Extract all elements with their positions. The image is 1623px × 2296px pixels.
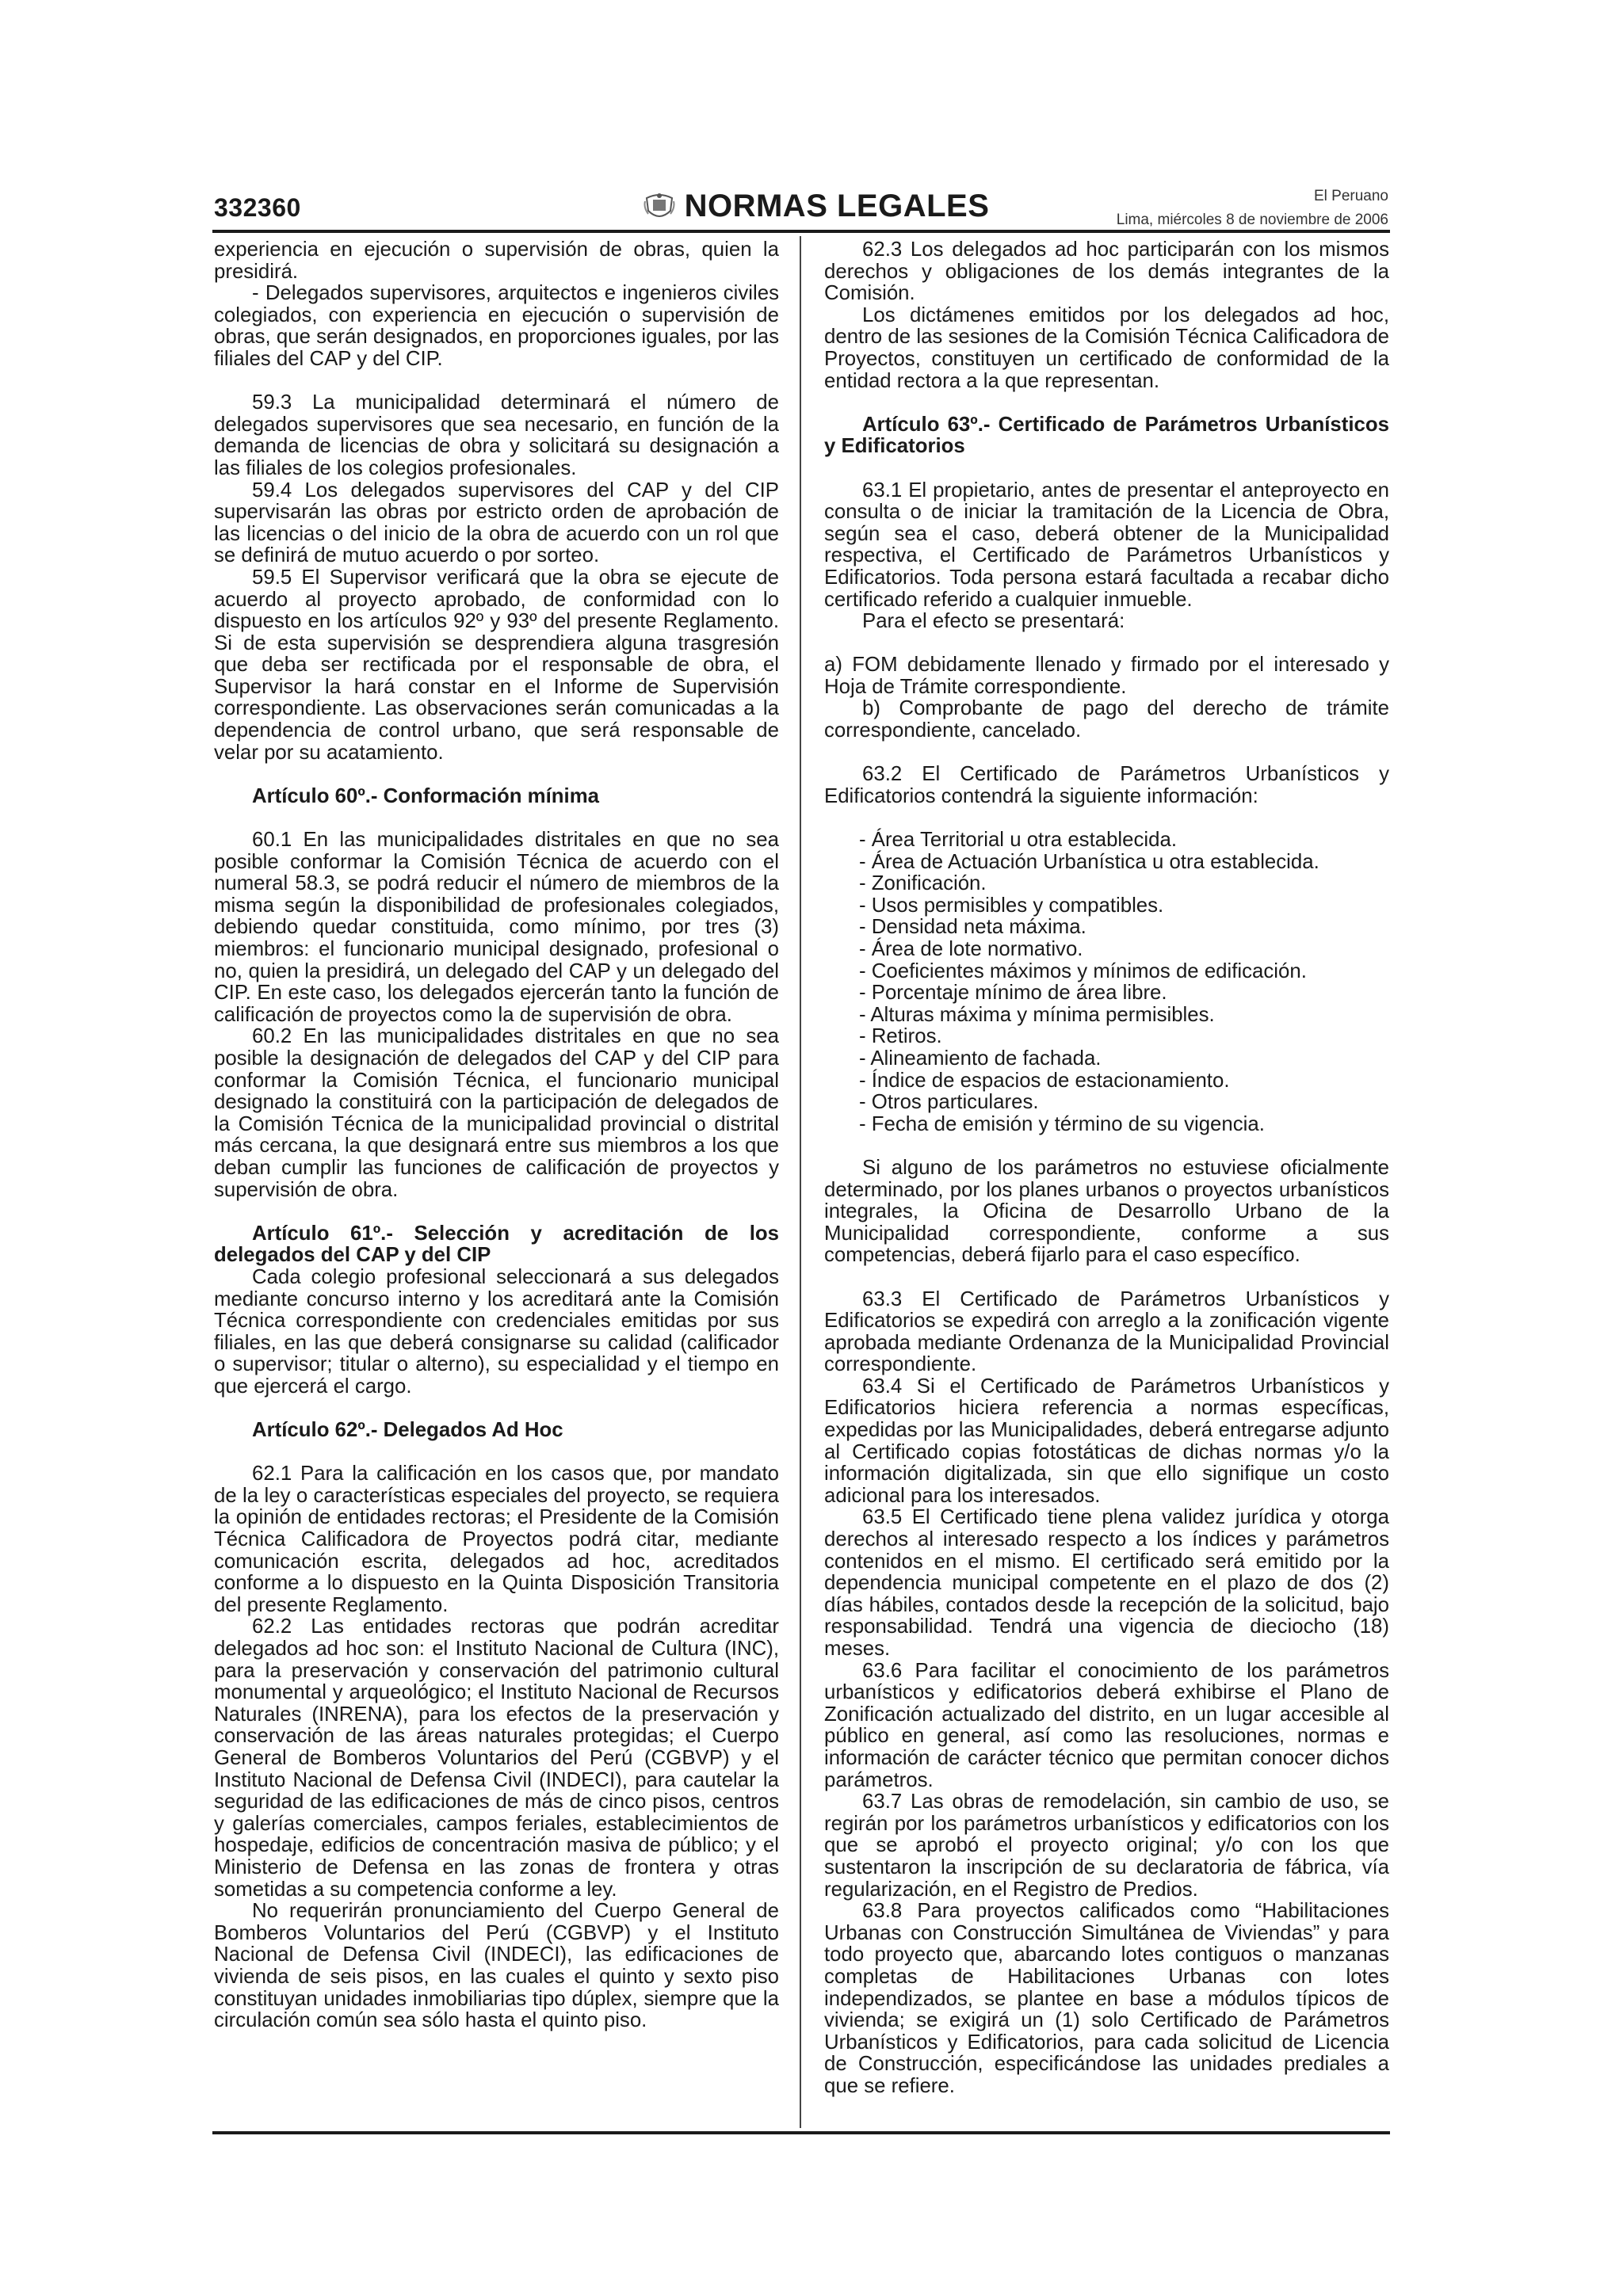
column-divider [800,236,801,2128]
list-item: - Zonificación. [859,872,987,895]
paragraph: Si alguno de los parámetros no estuviese oficialmente determinado, por los planes urbanos o proyectos urbanísticos integrales, la Oficina de Desarrollo Urbano de la Municipalidad correspondiente, conforme a sus competencias, deberá fijarlo para el caso específico. [824,1156,1389,1267]
header-info [1117,185,1388,232]
publication-name: El Peruano [1313,188,1388,204]
list-item: - Alturas máxima y mínima permisibles. [859,1003,1215,1026]
paragraph: a) FOM debidamente llenado y firmado por el interesado y Hoja de Trámite correspondiente. [824,654,1389,698]
paragraph: Los dictámenes emitidos por los delegados ad hoc, dentro de las sesiones de la Comisión Técnica Calificadora de Proyectos, constituyen un certificado de conformidad de la entidad rectora a la que representan. [824,303,1389,392]
paragraph: 63.3 El Certificado de Parámetros Urbanísticos y Edificatorios se expedirá con arreglo a la zonificación vigente aprobada mediante Ordenanza de la Municipalidad Provincial correspondiente. [824,1287,1389,1376]
list-item: - Porcentaje mínimo de área libre. [859,982,1167,1005]
article-heading: Artículo 63º.- Certificado de Parámetros Urbanísticos y Edificatorios [824,413,1389,458]
article-heading: Artículo 60º.- Conformación mínima [252,784,599,807]
paragraph: 63.2 El Certificado de Parámetros Urbanísticos y Edificatorios contendrá la siguiente información: [824,763,1389,807]
footer-rule [212,2131,1390,2134]
article-heading: Artículo 61º.- Selección y acreditación de los delegados del CAP y del CIP [214,1222,779,1267]
paragraph: 63.5 El Certificado tiene plena validez jurídica y otorga derechos al interesado respecto a los índices y parámetros contenidos en el mismo. El certificado será emitido por la dependencia municipal competente en el plazo de dos (2) días hábiles, contados desde la recepción de la solicitud, bajo responsabilidad. Tendrá una vigencia de dieciocho (18) meses. [824,1506,1389,1660]
paragraph: 63.8 Para proyectos calificados como “Habilitaciones Urbanas con Construcción Simultánea de Viviendas” y para todo proyecto que, abarcando lotes contiguos o manzanas completas de Habilitaciones Urbanas con lotes independizados, se plantee en base a módulos típicos de vivienda; se exigirá un (1) solo Certificado de Parámetros Urbanísticos y Edificatorios, para cada solicitud de Licencia de Construcción, especificándose las unidades prediales a que se refiere. [824,1900,1389,2097]
paragraph: b) Comprobante de pago del derecho de trámite correspondiente, cancelado. [824,697,1389,742]
page-number: 332360 [214,193,301,222]
paragraph: 60.2 En las municipalidades distritales en que no sea posible la designación de delegados del CAP y del CIP para conformar la Comisión Técnica, el funcionario municipal designado la constituirá con la participación de delegados de la Comisión Técnica de la municipalidad provincial o distrital más cercana, la que designará entre sus miembros a los que deban cumplir las funciones de calificación de proyectos y supervisión de obra. [214,1025,779,1201]
list-item: - Otros particulares. [859,1091,1039,1114]
list-item: - Área de Actuación Urbanística u otra establecida. [859,850,1319,873]
paragraph: 60.1 En las municipalidades distritales en que no sea posible conformar la Comisión Técnica de acuerdo con el numeral 58.3, se podrá reducir el número de miembros de la misma según la disponibilidad de profesionales colegiados, debiendo quedar constituida, como mínimo, por tres (3) miembros: el funcionario municipal designado, profesional o no, quien la presidirá, un delegado del CAP y un delegado del CIP. En este caso, los delegados ejercerán tanto la función de calificación de proyectos como la de supervisión de obra. [214,829,779,1026]
paragraph: 63.1 El propietario, antes de presentar el anteproyecto en consulta o de iniciar la tramitación de la Licencia de Obra, según sea el caso, deberá obtener de la Municipalidad respectiva, el Certificado de Parámetros Urbanísticos y Edificatorios. Toda persona estará facultada a recabar dicho certificado referido a cualquier inmueble. [824,479,1389,611]
right-column [824,239,1389,2097]
paragraph: 59.3 La municipalidad determinará el número de delegados supervisores que sea necesario, en función de la demanda de licencias de obra y solicitará su designación a las filiales de los colegios profesionales. [214,391,779,479]
paragraph: 63.4 Si el Certificado de Parámetros Urbanísticos y Edificatorios hiciera referencia a normas específicas, expedidas por las Municipalidades, deberá entregarse adjunto al Certificado copias fotostáticas de dichas normas y/o la información digitalizada, sin que ello signifique un costo adicional para los interesados. [824,1375,1389,1507]
list-item: - Área Territorial u otra establecida. [859,829,1177,852]
masthead-title: NORMAS LEGALES [684,189,990,223]
parameter-list [824,830,1389,1135]
paragraph: Para el efecto se presentará: [862,610,1125,633]
paragraph: 62.2 Las entidades rectoras que podrán acreditar delegados ad hoc son: el Instituto Nacional de Cultura (INC), para la preservación y conservación del patrimonio cultural monumental y arqueológico; el Instituto Nacional de Recursos Naturales (INRENA), para los efectos de la preservación y conservación de las áreas naturales protegidas; el Cuerpo General de Bomberos Voluntarios del Perú (CGBVP) y el Instituto Nacional de Defensa Civil (INDECI), para cautelar la seguridad de las edificaciones de más de cinco pisos, centros y galerías comerciales, campos feriales, establecimientos de hospedaje, edificios de concentración masiva de público; y el Ministerio de Defensa en las zonas de frontera y otras sometidas a su competencia conforme a ley. [214,1615,779,1901]
paragraph: 62.3 Los delegados ad hoc participarán con los mismos derechos y obligaciones de los demás integrantes de la Comisión. [824,238,1389,305]
list-item: - Coeficientes máximos y mínimos de edificación. [859,959,1307,982]
coat-of-arms-icon [643,190,675,223]
article-heading: Artículo 62º.- Delegados Ad Hoc [252,1419,563,1442]
list-item: - Usos permisibles y compatibles. [859,894,1164,917]
paragraph: experiencia en ejecución o supervisión de obras, quien la presidirá. [214,238,779,283]
paragraph: 62.1 Para la calificación en los casos que, por mandato de la ley o características especiales del proyecto, se requiera la opinión de entidades rectoras; el Presidente de la Comisión Técnica Calificadora de Proyectos podrá citar, mediante comunicación escrita, delegados ad hoc, acreditados conforme a lo dispuesto en la Quinta Disposición Transitoria del presente Reglamento. [214,1463,779,1616]
list-item: - Área de lote normativo. [859,938,1083,960]
header-rule [212,230,1390,233]
paragraph: 59.5 El Supervisor verificará que la obra se ejecute de acuerdo al proyecto aprobado, de conformidad con lo dispuesto en los artículos 92º y 93º del presente Reglamento. Si de esta supervisión se desprendiera alguna trasgresión que deba ser rectificada por el responsable de obra, el Supervisor la hará constar en el Informe de Supervisión correspondiente. Las observaciones serán comunicadas a la dependencia de control urbano, que será responsable de velar por su acatamiento. [214,566,779,764]
paragraph: 59.4 Los delegados supervisores del CAP y del CIP supervisarán las obras por estricto orden de aprobación de las licencias o del inicio de la obra de acuerdo con un rol que se definirá de mutuo acuerdo o por sorteo. [214,479,779,567]
paragraph: Cada colegio profesional seleccionará a sus delegados mediante concurso interno y los acreditará ante la Comisión Técnica correspondiente con credenciales emitidas por sus filiales, en las que deberá consignarse su calidad (calificador o supervisor; titular o alterno), su especialidad y el tiempo en que ejercerá el cargo. [214,1265,779,1398]
masthead [610,189,1022,224]
paragraph: - Delegados supervisores, arquitectos e ingenieros civiles colegiados, con experiencia en ejecución o supervisión de obras, que serán designados, en proporciones iguales, por las filiales del CAP y del CIP. [214,282,779,370]
list-item: - Alineamiento de fachada. [859,1047,1102,1070]
list-item: - Fecha de emisión y término de su vigencia. [859,1112,1265,1135]
paragraph: No requerirán pronunciamiento del Cuerpo General de Bomberos Voluntarios del Perú (CGBVP) y el Instituto Nacional de Defensa Civil (INDECI), las edificaciones de vivienda de seis pisos, en las cuales el quinto y sexto piso constituyan unidades inmobiliarias tipo dúplex, siempre que la circulación común sea sólo hasta el quinto piso. [214,1900,779,2032]
paragraph: 63.6 Para facilitar el conocimiento de los parámetros urbanísticos y edificatorios deberá exhibirse el Plano de Zonificación actualizado del distrito, en un lugar accesible al público en general, así como las resoluciones, normas e información de carácter técnico que permitan conocer dichos parámetros. [824,1659,1389,1791]
publication-date: Lima, miércoles 8 de noviembre de 2006 [1116,212,1388,228]
paragraph: 63.7 Las obras de remodelación, sin cambio de uso, se regirán por los parámetros urbanísticos y edificatorios con los que se aprobó el proyecto original; y/o con los que sustentaron la inscripción de su declaratoria de fábrica, vía regularización, en el Registro de Predios. [824,1791,1389,1901]
list-item: - Densidad neta máxima. [859,916,1086,939]
list-item: - Índice de espacios de estacionamiento. [859,1069,1230,1092]
left-column [214,239,779,2032]
list-item: - Retiros. [859,1025,942,1048]
